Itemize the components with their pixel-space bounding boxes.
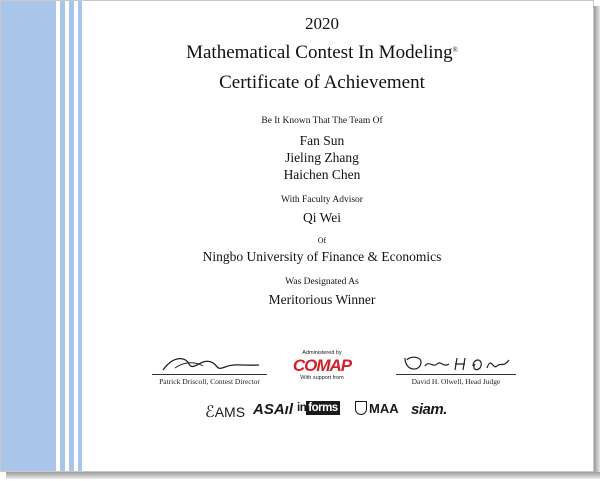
registered-mark: ®	[452, 46, 458, 54]
award-title: Meritorious Winner	[268, 292, 376, 307]
asa-logo-text: ASA	[253, 401, 285, 418]
asa-bars-icon: ıl	[284, 401, 294, 418]
team-member: Jieling Zhang	[285, 150, 359, 165]
director-signature	[155, 352, 265, 374]
informs-logo	[297, 402, 340, 414]
director-caption: Patrick Driscoll, Contest Director	[159, 377, 260, 386]
judge-signature	[399, 352, 514, 374]
ams-logo-text: AMS	[214, 404, 246, 420]
certificate-title: Certificate of Achievement	[219, 72, 425, 93]
team-member: Haichen Chen	[283, 167, 361, 182]
advisor-intro: With Faculty Advisor	[281, 195, 363, 205]
judge-caption: David H. Olwell, Head Judge	[411, 377, 501, 386]
designation-intro: Was Designated As	[285, 277, 359, 287]
contest-year: 2020	[305, 14, 339, 33]
informs-logo-text-a: in	[297, 402, 307, 414]
faculty-advisor: Qi Wei	[302, 210, 342, 225]
contest-title	[62, 42, 582, 64]
institution-name: Ningbo University of Finance & Economics	[202, 249, 442, 264]
ams-logo	[205, 402, 245, 422]
director-signature-block	[152, 352, 267, 386]
support-from-text: With support from	[300, 375, 344, 381]
maa-logo	[355, 401, 399, 416]
team-member: Fan Sun	[299, 133, 345, 148]
maa-logo-text: MAA	[369, 401, 399, 416]
sponsor-logos	[205, 400, 475, 422]
director-signature-line	[152, 374, 267, 375]
comap-brand: COMAP	[292, 356, 352, 375]
page-shadow-bottom	[6, 472, 600, 479]
contest-title-text: Mathematical Contest In Modeling	[186, 42, 453, 63]
maa-shield-icon	[355, 401, 367, 415]
informs-logo-text-b: forms	[308, 402, 338, 414]
asa-logo	[253, 401, 293, 418]
team-intro: Be It Known That The Team Of	[261, 116, 383, 126]
comap-logo	[288, 350, 356, 381]
ams-swirl-icon: ℰ	[205, 404, 215, 421]
siam-logo: siam.	[411, 401, 447, 418]
page-shadow-right	[594, 6, 600, 478]
administered-by-text: Administered by	[302, 350, 342, 356]
judge-signature-block	[396, 352, 516, 386]
of-label: Of	[317, 236, 327, 245]
judge-signature-line	[396, 374, 516, 375]
decorative-stripe-wide	[1, 1, 56, 471]
